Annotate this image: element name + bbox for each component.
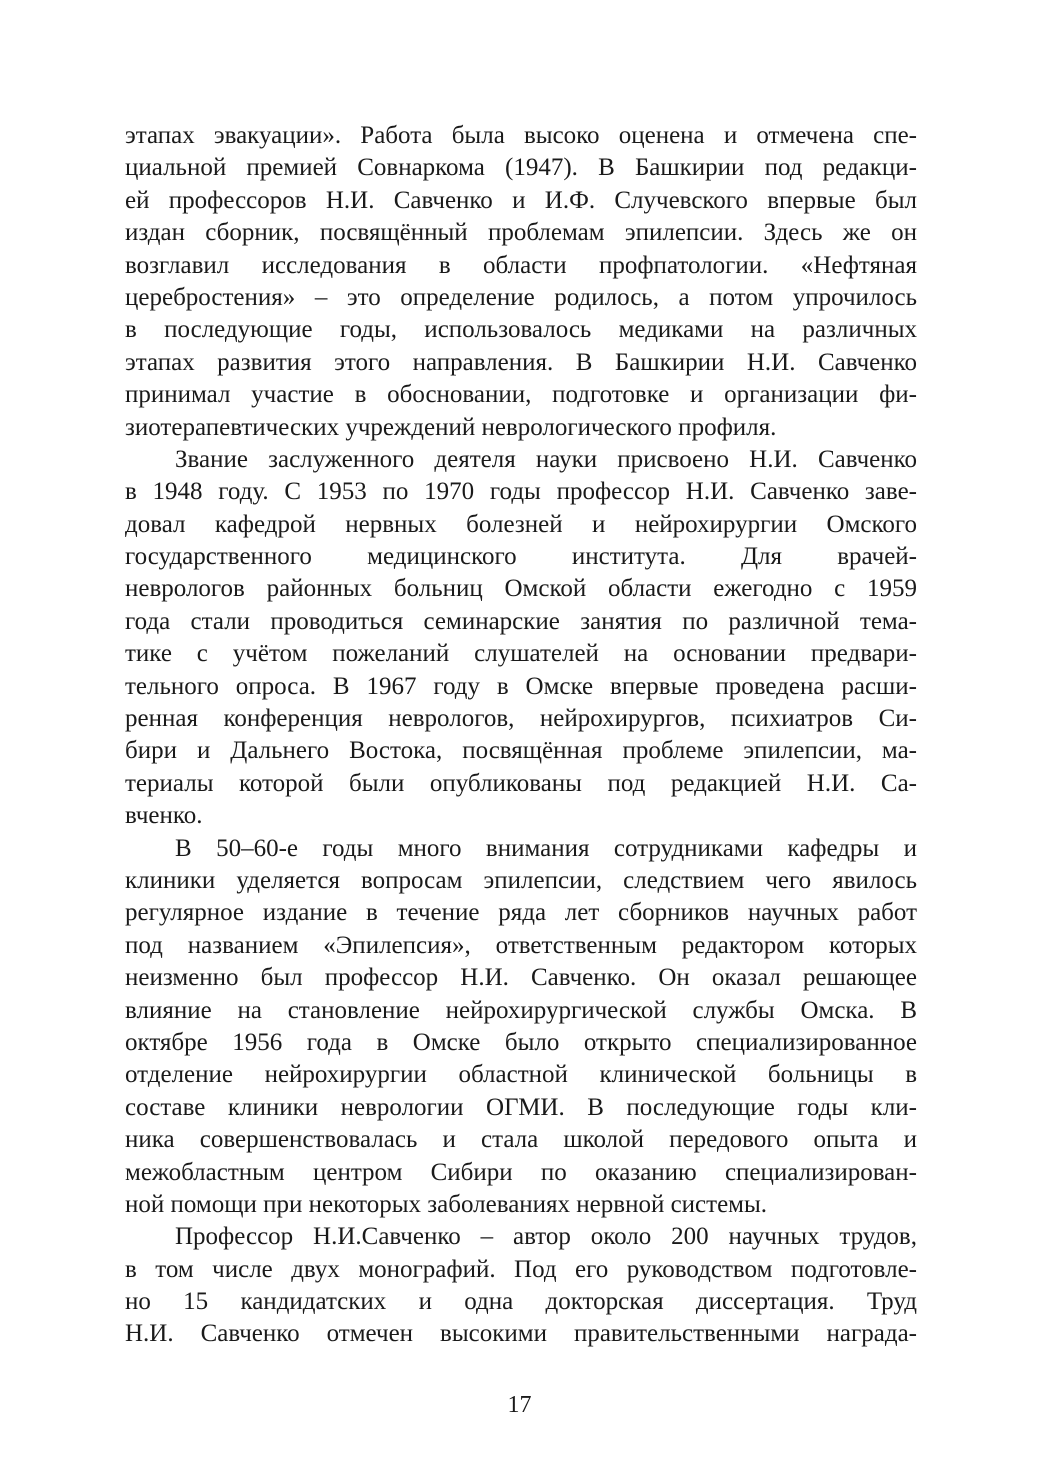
text-line: в 1948 году. С 1953 по 1970 годы профессор Н.И. Савченко заве- xyxy=(125,478,917,506)
text-line: составе клиники неврологии ОГМИ. В последующие годы кли- xyxy=(125,1093,917,1121)
text-line: тике с учётом пожеланий слушателей на основании предвари- xyxy=(125,640,917,668)
text-line: под названием «Эпилепсия», ответственным редактором которых xyxy=(125,931,917,959)
text-line: межобластным центром Сибири по оказанию специализирован- xyxy=(125,1158,917,1186)
body-text xyxy=(125,120,917,1351)
paragraph xyxy=(125,120,917,444)
text-line: ной помощи при некоторых заболеваниях нервной системы. xyxy=(125,1190,768,1218)
paragraph xyxy=(125,444,917,833)
text-line: териалы которой были опубликованы под редакцией Н.И. Са- xyxy=(125,769,917,797)
text-line: этапах эвакуации». Работа была высоко оценена и отмечена спе- xyxy=(125,122,917,149)
text-line: но 15 кандидатских и одна докторская диссертация. Труд xyxy=(125,1288,917,1316)
text-line: церебростения» – это определение родилось, а потом упрочилось xyxy=(125,283,917,311)
paragraph xyxy=(125,833,917,1222)
text-line: возглавил исследования в области профпатологии. «Нефтяная xyxy=(125,251,917,279)
text-line: Профессор Н.И.Савченко – автор около 200 научных трудов, xyxy=(175,1223,917,1251)
text-line: государственного медицинского института. Для врачей- xyxy=(125,543,917,571)
text-line: бири и Дальнего Востока, посвящённая проблеме эпилепсии, ма- xyxy=(125,737,917,765)
text-line: Звание заслуженного деятеля науки присвоено Н.И. Савченко xyxy=(175,445,917,473)
page-number: 17 xyxy=(507,1392,532,1418)
text-line: циальной премией Совнаркома (1947). В Башкирии под редакци- xyxy=(125,154,917,182)
text-line: этапах развития этого направления. В Башкирии Н.И. Савченко xyxy=(125,348,917,376)
text-line: зиотерапевтических учреждений неврологического профиля. xyxy=(125,413,777,441)
text-line: вченко. xyxy=(125,802,203,830)
text-line: Н.И. Савченко отмечен высокими правительственными награда- xyxy=(125,1320,917,1348)
text-line: ника совершенствовалась и стала школой передового опыта и xyxy=(125,1126,917,1154)
text-line: неизменно был профессор Н.И. Савченко. Он оказал решающее xyxy=(125,964,917,992)
text-line: в том числе двух монографий. Под его руководством подготовле- xyxy=(125,1255,917,1283)
text-line: принимал участие в обосновании, подготовке и организации фи- xyxy=(125,381,917,409)
text-line: в последующие годы, использовалось медиками на различных xyxy=(125,316,917,344)
text-line: регулярное издание в течение ряда лет сборников научных работ xyxy=(125,899,917,927)
text-line: тельного опроса. В 1967 году в Омске впервые проведена расши- xyxy=(125,672,917,700)
paragraph xyxy=(125,1221,917,1351)
text-line: довал кафедрой нервных болезней и нейрохирургии Омского xyxy=(125,510,917,538)
text-line: влияние на становление нейрохирургической службы Омска. В xyxy=(125,996,917,1024)
text-line: клиники уделяется вопросам эпилепсии, следствием чего явилось xyxy=(125,866,917,894)
text-line: ей профессоров Н.И. Савченко и И.Ф. Случевского впервые был xyxy=(125,186,917,214)
text-line: ренная конференция неврологов, нейрохирургов, психиатров Си- xyxy=(125,705,917,733)
text-line: неврологов районных больниц Омской области ежегодно с 1959 xyxy=(125,575,917,603)
text-line: издан сборник, посвящённый проблемам эпилепсии. Здесь же он xyxy=(125,219,917,247)
text-line: года стали проводиться семинарские занятия по различной тема- xyxy=(125,607,917,635)
text-line: октябре 1956 года в Омске было открыто специализированное xyxy=(125,1028,917,1056)
text-line: отделение нейрохирургии областной клинической больницы в xyxy=(125,1061,917,1089)
text-line: В 50–60-е годы много внимания сотрудниками кафедры и xyxy=(175,834,917,862)
